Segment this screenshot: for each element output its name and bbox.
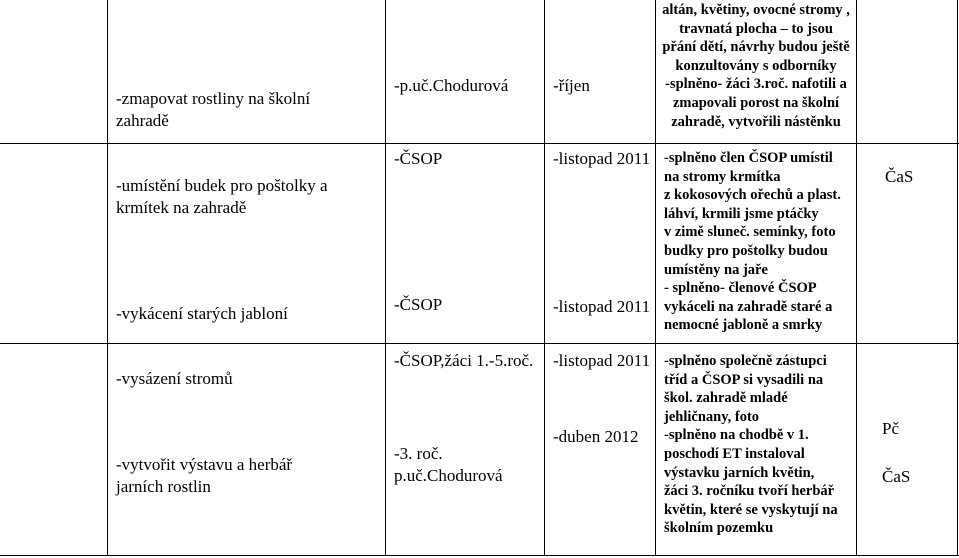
activity-cell: -vytvořit výstavu a herbář jarních rostlin (116, 455, 293, 496)
area-cell: Pč ČaS (882, 419, 911, 486)
responsible-cell: -p.uč.Chodurová (394, 76, 509, 95)
term-cell: -říjen (553, 76, 590, 95)
responsible-cell: -ČSOP (394, 149, 443, 168)
column-divider (107, 0, 108, 556)
column-divider (385, 0, 386, 556)
responsible-cell: -3. roč. p.uč.Chodurová (394, 444, 503, 485)
row-divider (0, 343, 959, 344)
term-cell: -listopad 2011 (553, 149, 651, 168)
term-cell: -listopad 2011 (553, 351, 651, 370)
activity-cell: -vysázení stromů (116, 369, 233, 388)
column-divider (957, 0, 958, 556)
column-divider (544, 0, 545, 556)
activity-cell: -zmapovat rostliny na školní zahradě (116, 89, 311, 130)
column-divider (856, 0, 857, 556)
column-divider (655, 0, 656, 556)
row-divider (0, 143, 959, 144)
responsible-cell: -ČSOP (394, 295, 443, 314)
term-cell: -duben 2012 (553, 427, 639, 446)
activity-cell: -umístění budek pro poštolky a krmítek na zahradě (116, 176, 328, 217)
notes-cell: -splněno společně zástupci tříd a ČSOP si vysadili na škol. zahradě mladé jehličnany, foto -splněno na chodbě v 1. poschodí ET instaloval výstavku jarních květin, žáci 3. ročníku tvoří herbář květin, které se vyskytují na školním pozemku (664, 353, 838, 537)
row-divider (0, 555, 959, 556)
notes-cell: altán, květiny, ovocné stromy , travnatá plocha – to jsou přání dětí, návrhy budou ještě konzultovány s odborníky -splněno- žáci 3.roč. nafotili a zmapovali porost na školní zahradě, vytvořili nástěnku (662, 2, 850, 130)
activity-cell: -vykácení starých jabloní (116, 304, 288, 323)
term-cell: -listopad 2011 (553, 297, 651, 316)
area-cell: ČaS (885, 167, 914, 186)
notes-cell: -splněno člen ČSOP umístil na stromy krmítka z kokosových ořechů a plast. láhví, krmili jsme ptáčky v zimě sluneč. semínky, foto budky pro poštolky budou umístěny na jaře - splněno- členové ČSOP vykáceli na zahradě staré a nemocné jabloně a smrky (664, 150, 841, 334)
responsible-cell: -ČSOP,žáci 1.-5.roč. (394, 351, 534, 370)
